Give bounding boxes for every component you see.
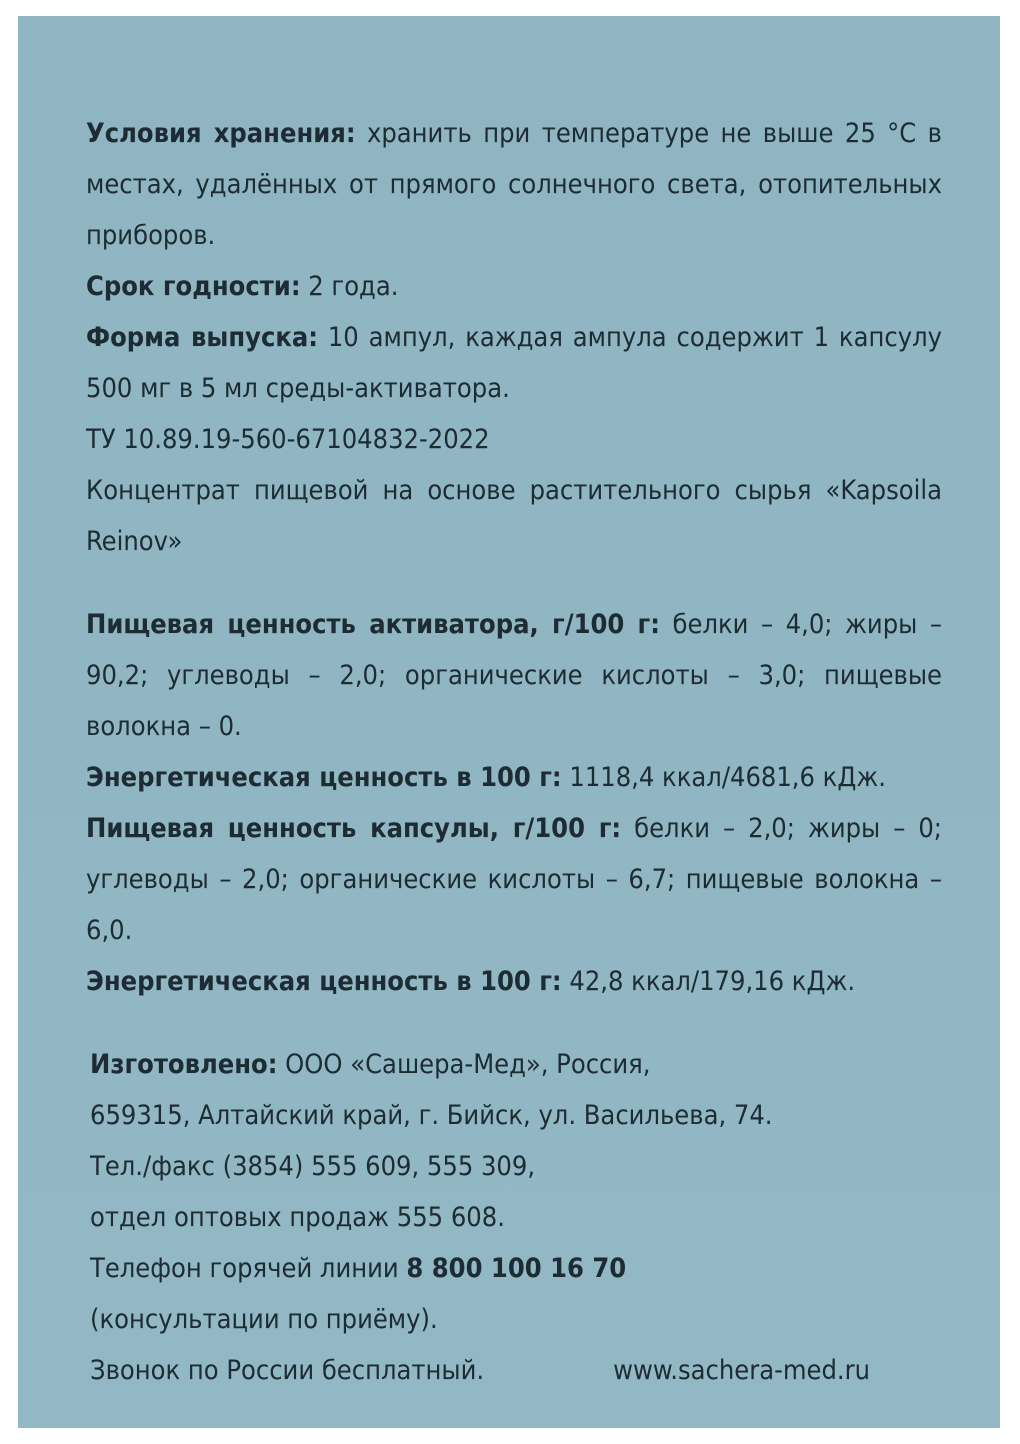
- spacer: [86, 567, 942, 599]
- manufacturer-wholesale: отдел оптовых продаж 555 608.: [90, 1202, 505, 1233]
- storage-label: Условия хранения:: [86, 118, 356, 149]
- activator-nutrition-label: Пищевая ценность активатора, г/100 г:: [86, 609, 660, 640]
- shelf-life-label: Срок годности:: [86, 271, 301, 302]
- product-name: Концентрат пищевой на основе растительного сырья «Kapsoila Reinov»: [86, 475, 942, 557]
- storage-conditions: [86, 108, 942, 261]
- activator-energy-label: Энергетическая ценность в 100 г:: [86, 762, 562, 793]
- tu-code: ТУ 10.89.19-560-67104832-2022: [86, 424, 490, 455]
- activator-energy: [86, 752, 942, 803]
- manufacturer-name: ООО «Сашера-Мед», Россия,: [285, 1049, 651, 1080]
- capsule-nutrition-text: белки – 2,0; жиры – 0; углеводы – 2,0; органические кислоты – 6,7; пищевые волокна – 6,0.: [86, 813, 942, 946]
- activator-nutrition-text: белки – 4,0; жиры – 90,2; углеводы – 2,0; органические кислоты – 3,0; пищевые волокна – 0.: [86, 609, 942, 742]
- capsule-nutrition-label: Пищевая ценность капсулы, г/100 г:: [86, 813, 622, 844]
- label-panel: [18, 16, 1000, 1428]
- spacer: [86, 1007, 942, 1039]
- capsule-nutrition: [86, 803, 942, 956]
- hotline-line: [90, 1243, 942, 1294]
- consult-note: (консультации по приёму).: [90, 1304, 438, 1335]
- footer-row: [90, 1345, 870, 1396]
- capsule-energy: [86, 956, 942, 1007]
- website-link: www.sachera-med.ru: [613, 1355, 870, 1386]
- activator-nutrition: [86, 599, 942, 752]
- capsule-energy-label: Энергетическая ценность в 100 г:: [86, 966, 562, 997]
- manufacturer-address: 659315, Алтайский край, г. Бийск, ул. Васильева, 74.: [90, 1100, 773, 1131]
- hotline-number: 8 800 100 16 70: [406, 1253, 627, 1284]
- free-call-note: Звонок по России бесплатный.: [90, 1355, 485, 1386]
- release-form: [86, 312, 942, 414]
- manufacturer-line: [90, 1039, 942, 1090]
- manufacturer-label: Изготовлено:: [90, 1049, 278, 1080]
- shelf-life: [86, 261, 942, 312]
- manufacturer-block: [86, 1039, 942, 1396]
- capsule-energy-text: 42,8 ккал/179,16 кДж.: [569, 966, 856, 997]
- activator-energy-text: 1118,4 ккал/4681,6 кДж.: [569, 762, 886, 793]
- storage-text: хранить при температуре не выше 25 °С в местах, удалённых от прямого солнечного света, отопительных приборов.: [86, 118, 942, 251]
- release-form-text: 10 ампул, каждая ампула содержит 1 капсулу 500 мг в 5 мл среды-активатора.: [86, 322, 942, 404]
- label-text: [86, 108, 942, 1396]
- hotline-label: Телефон горячей линии: [90, 1253, 399, 1284]
- manufacturer-phone-fax: Тел./факс (3854) 555 609, 555 309,: [90, 1151, 536, 1182]
- shelf-life-text: 2 года.: [308, 271, 399, 302]
- release-form-label: Форма выпуска:: [86, 322, 318, 353]
